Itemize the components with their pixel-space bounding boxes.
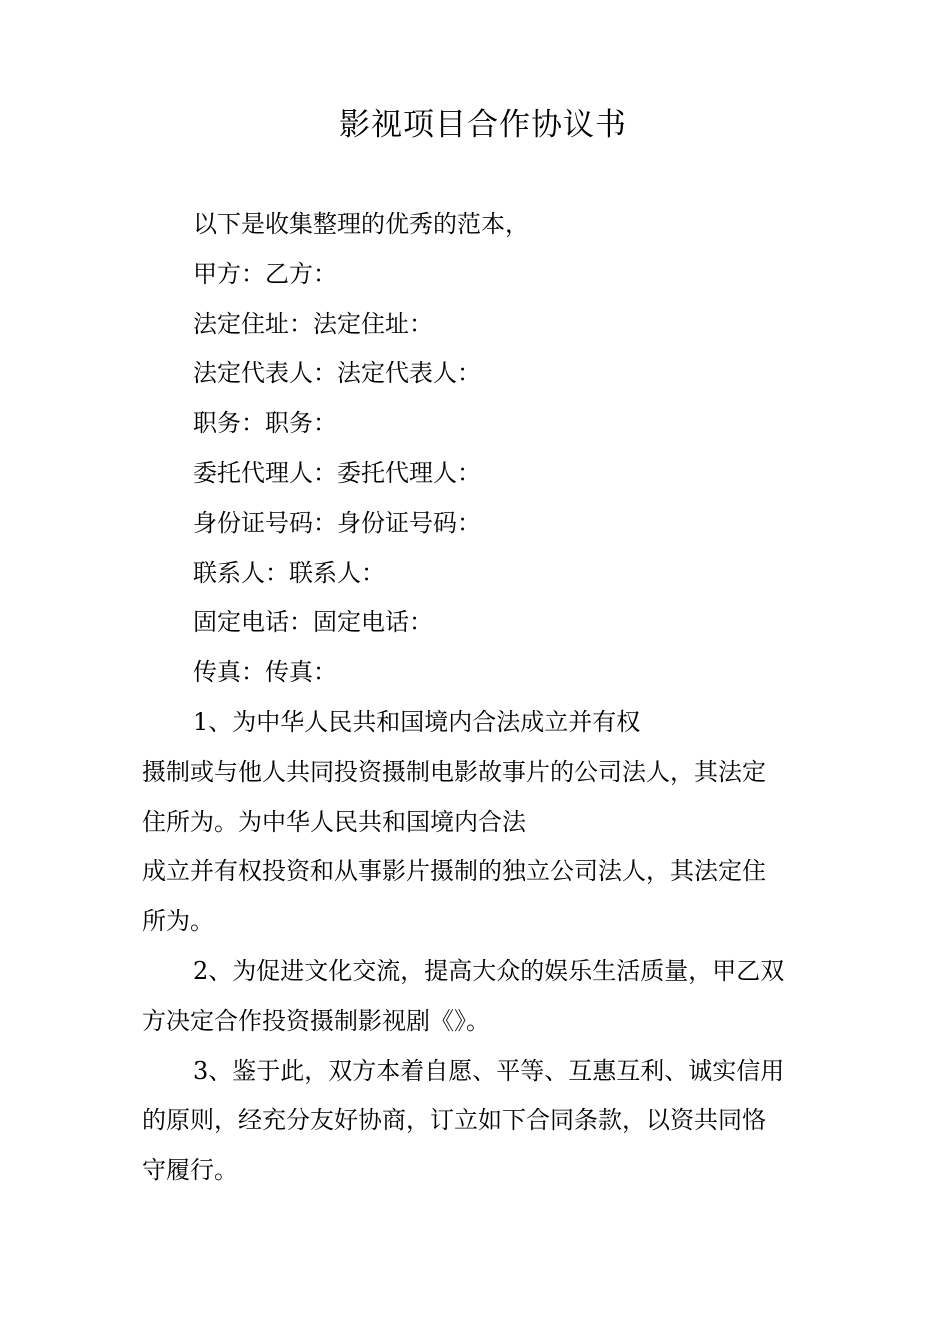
clause-1-line-3: 住所为。为中华人民共和国境内合法 bbox=[142, 807, 526, 836]
clause-3-line-3: 守履行。 bbox=[142, 1156, 238, 1185]
id-number-line: 身份证号码：身份证号码： bbox=[193, 508, 481, 537]
clause-1-line-4: 成立并有权投资和从事影片摄制的独立公司法人，其法定住 bbox=[142, 857, 766, 886]
clause-3-line-2: 的原则，经充分友好协商，订立如下合同条款，以资共同恪 bbox=[142, 1106, 766, 1135]
agent-line: 委托代理人：委托代理人： bbox=[193, 458, 481, 487]
document-body bbox=[142, 200, 818, 1196]
phone-line: 固定电话：固定电话： bbox=[193, 608, 433, 637]
address-line: 法定住址：法定住址： bbox=[193, 309, 433, 338]
position-line: 职务：职务： bbox=[193, 409, 337, 438]
clause-3-line-1: 3、鉴于此，双方本着自愿、平等、互惠互利、诚实信用 bbox=[193, 1056, 785, 1085]
legal-representative-line: 法定代表人：法定代表人： bbox=[193, 359, 481, 388]
clause-2-line-2: 方决定合作投资摄制影视剧《》。 bbox=[142, 1006, 490, 1035]
party-line: 甲方：乙方： bbox=[193, 259, 337, 288]
clause-1-line-5: 所为。 bbox=[142, 907, 214, 936]
clause-2-line-1: 2、为促进文化交流，提高大众的娱乐生活质量，甲乙双 bbox=[193, 956, 785, 985]
clause-1-line-2: 摄制或与他人共同投资摄制电影故事片的公司法人，其法定 bbox=[142, 757, 766, 786]
contact-person-line: 联系人：联系人： bbox=[193, 558, 385, 587]
fax-line: 传真：传真： bbox=[193, 658, 337, 687]
document-title: 影视项目合作协议书 bbox=[339, 107, 627, 143]
intro-line: 以下是收集整理的优秀的范本， bbox=[193, 210, 529, 238]
clause-1-line-1: 1、为中华人民共和国境内合法成立并有权 bbox=[193, 707, 641, 736]
